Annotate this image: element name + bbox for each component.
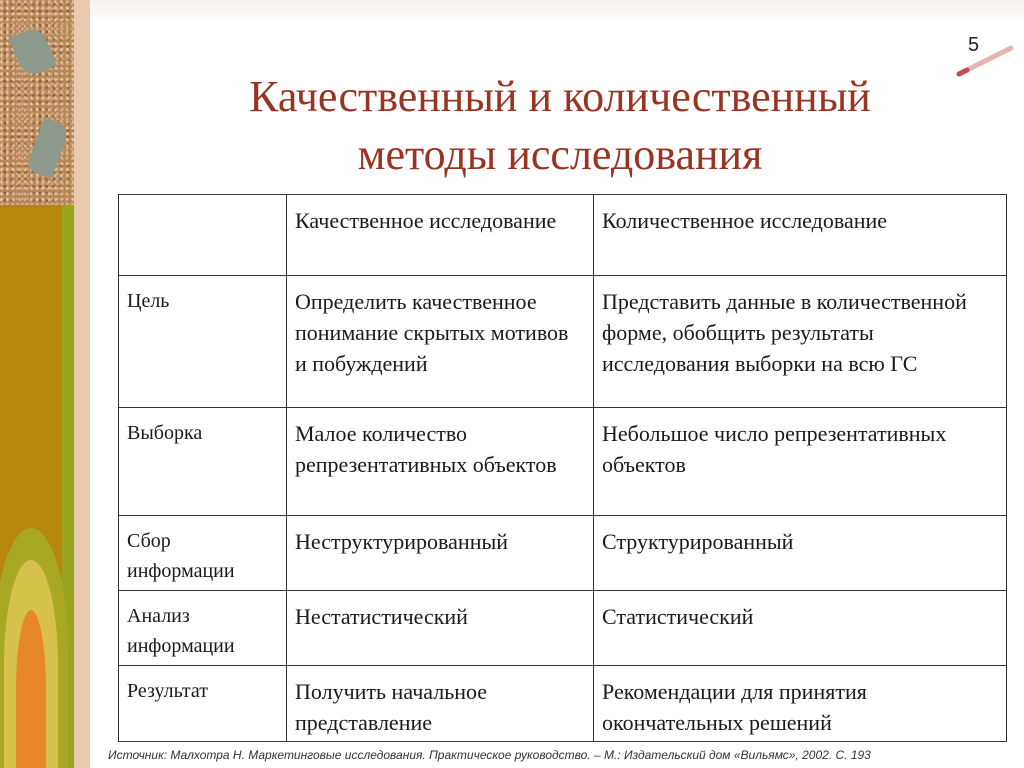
- table-row: [119, 408, 1007, 516]
- row-label: Сбор информации: [119, 516, 287, 591]
- header-quantitative: Количественное исследование: [594, 195, 1007, 276]
- table-row: [119, 516, 1007, 591]
- title-line-2: методы исследования: [357, 130, 763, 179]
- cell-qualitative: Нестатистический: [287, 591, 594, 666]
- source-citation: Источник: Малхотра Н. Маркетинговые исследования. Практическое руководство. – М.: Издательский дом «Вильямс», 2002. С. 193: [108, 748, 871, 762]
- header-qualitative: Качественное исследование: [287, 195, 594, 276]
- decorative-side-strip: [0, 0, 90, 768]
- row-label: Выборка: [119, 408, 287, 516]
- cell-quantitative: Структурированный: [594, 516, 1007, 591]
- corner-cell: [119, 195, 287, 276]
- table-row: [119, 666, 1007, 742]
- table-row: [119, 591, 1007, 666]
- comparison-table: [118, 194, 1007, 742]
- row-label: Цель: [119, 276, 287, 408]
- cell-quantitative: Рекомендации для принятия окончательных решений: [594, 666, 1007, 742]
- slide-title: [110, 68, 1010, 184]
- cell-qualitative: Определить качественное понимание скрытых мотивов и побуждений: [287, 276, 594, 408]
- cell-quantitative: Статистический: [594, 591, 1007, 666]
- title-line-1: Качественный и количественный: [249, 72, 871, 121]
- cell-qualitative: Получить начальное представление: [287, 666, 594, 742]
- page-number: 5: [968, 34, 980, 56]
- pink-stripe: [74, 0, 90, 768]
- table-header-row: [119, 195, 1007, 276]
- cell-quantitative: Небольшое число репрезентативных объектов: [594, 408, 1007, 516]
- cell-qualitative: Неструктурированный: [287, 516, 594, 591]
- row-label: Результат: [119, 666, 287, 742]
- cell-quantitative: Представить данные в количественной форме, обобщить результаты исследования выборки на всю ГС: [594, 276, 1007, 408]
- table-row: [119, 276, 1007, 408]
- cell-qualitative: Малое количество репрезентативных объектов: [287, 408, 594, 516]
- flame-shape-inner: [16, 610, 46, 768]
- top-band: [90, 0, 1024, 24]
- row-label: Анализ информации: [119, 591, 287, 666]
